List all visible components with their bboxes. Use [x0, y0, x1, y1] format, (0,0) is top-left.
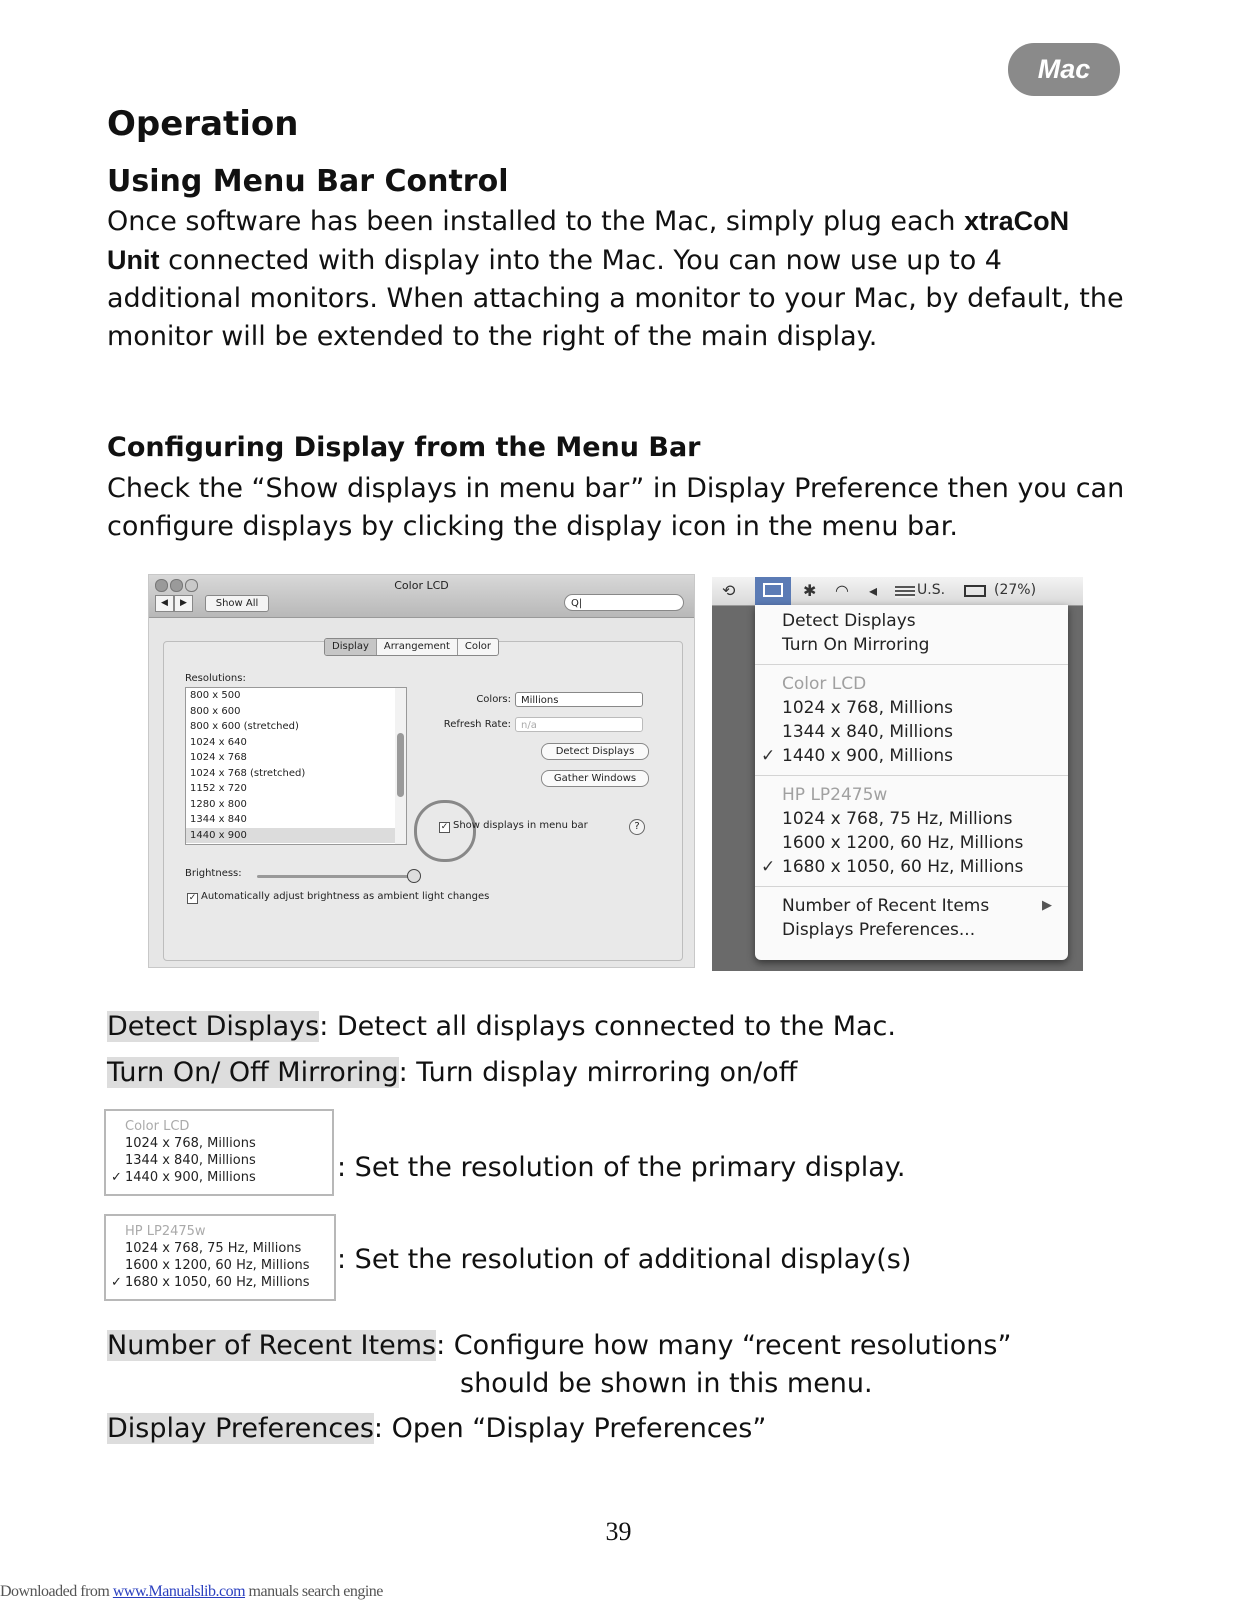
show-all-button[interactable]: Show All	[205, 595, 269, 612]
menu-item-hp-res-1[interactable]: 1024 x 768, 75 Hz, Millions	[782, 809, 1013, 829]
gather-windows-button[interactable]: Gather Windows	[541, 770, 649, 787]
menu-item-lcd-res-1[interactable]: 1024 x 768, Millions	[782, 698, 953, 718]
list-item[interactable]: 1344 x 840	[190, 814, 247, 825]
list-item[interactable]: 800 x 600	[190, 705, 241, 717]
submenu-arrow-icon: ▶	[1042, 898, 1052, 913]
checkmark-icon: ✓	[111, 1275, 122, 1290]
list-item[interactable]: 1024 x 768	[190, 752, 247, 763]
footer: Downloaded from www.Manualslib.com manuals search engine	[0, 1583, 383, 1600]
colors-label: Colors:	[476, 694, 511, 705]
section-title-menu-bar-control: Using Menu Bar Control	[107, 164, 509, 199]
additional-display-snippet: HP LP2475w 1024 x 768, 75 Hz, Millions 1600 x 1200, 60 Hz, Millions ✓ 1680 x 1050, 60 Hz, Millions	[104, 1214, 336, 1301]
brightness-slider-knob[interactable]	[407, 869, 421, 883]
menu-item-detect-displays[interactable]: Detect Displays	[782, 611, 916, 631]
bluetooth-icon[interactable]: ✱	[803, 581, 817, 600]
menu-item-lcd-res-2[interactable]: 1344 x 840, Millions	[782, 722, 953, 742]
section-title-configuring: Configuring Display from the Menu Bar	[107, 432, 701, 463]
term-display-preferences: Display Preferences	[107, 1413, 374, 1444]
auto-brightness-checkbox[interactable]: ✓	[188, 893, 197, 903]
window-title: Color LCD	[394, 579, 449, 592]
desc-additional-display: : Set the resolution of additional display(s)	[337, 1244, 912, 1275]
desc-mirroring: Turn On/ Off Mirroring: Turn display mirroring on/off	[107, 1057, 798, 1088]
desc-recent-items-cont: should be shown in this menu.	[460, 1368, 873, 1399]
auto-brightness-label: Automatically adjust brightness as ambient light changes	[201, 891, 490, 902]
display-preferences-window	[148, 574, 695, 968]
term-recent-items: Number of Recent Items	[107, 1330, 437, 1361]
desc-primary-display: : Set the resolution of the primary display.	[337, 1152, 906, 1183]
page-title: Operation	[107, 104, 299, 144]
time-machine-icon[interactable]: ⟲	[722, 581, 736, 600]
mac-badge: Mac	[1008, 43, 1120, 96]
menu-item-recent-items[interactable]: Number of Recent Items	[782, 896, 990, 916]
flag-icon[interactable]	[895, 586, 915, 598]
menu-separator	[755, 886, 1068, 887]
resolutions-label: Resolutions:	[185, 673, 246, 684]
show-in-menu-bar-label: Show displays in menu bar	[453, 820, 588, 831]
term-mirroring: Turn On/ Off Mirroring	[107, 1057, 399, 1088]
manualslib-link[interactable]: www.Manualslib.com	[112, 1583, 246, 1600]
list-item[interactable]: 800 x 500	[190, 690, 241, 701]
desc-detect-displays: Detect Displays: Detect all displays connected to the Mac.	[107, 1011, 896, 1042]
term-detect-displays: Detect Displays	[107, 1011, 320, 1042]
tab-bar	[324, 638, 499, 656]
list-item[interactable]: 1152 x 720	[190, 783, 247, 794]
list-item[interactable]: 800 x 600 (stretched)	[190, 721, 299, 732]
list-item[interactable]: 1024 x 640	[190, 736, 247, 748]
menu-header-hp: HP LP2475w	[782, 785, 888, 805]
menu-item-hp-res-3[interactable]: 1680 x 1050, 60 Hz, Millions	[782, 857, 1024, 877]
refresh-rate-label: Refresh Rate:	[443, 719, 511, 730]
display-dropdown-menu	[755, 605, 1068, 960]
battery-icon[interactable]	[964, 585, 986, 597]
scrollbar-thumb[interactable]	[397, 733, 404, 797]
checkmark-icon: ✓	[761, 746, 776, 766]
colors-select[interactable]: Millions	[515, 692, 643, 707]
resolutions-list[interactable]	[185, 687, 397, 845]
desc-display-preferences: Display Preferences: Open “Display Preferences”	[107, 1413, 767, 1444]
tab-color[interactable]: Color	[464, 641, 491, 652]
display-icon	[763, 583, 783, 597]
back-arrow-icon[interactable]: ◀	[155, 595, 174, 612]
product-name: xtraCoN Unit	[107, 206, 1070, 275]
input-source-label[interactable]: U.S.	[917, 582, 946, 598]
refresh-rate-select[interactable]: n/a	[515, 717, 643, 732]
list-item[interactable]: 1024 x 768 (stretched)	[190, 767, 306, 779]
volume-icon[interactable]: ◂	[869, 581, 878, 600]
brightness-slider[interactable]	[257, 875, 412, 878]
list-item[interactable]: 1280 x 800	[190, 798, 247, 810]
page-number: 39	[605, 1517, 632, 1546]
primary-display-snippet: Color LCD 1024 x 768, Millions 1344 x 840, Millions ✓ 1440 x 900, Millions	[104, 1109, 334, 1196]
show-in-menu-bar-checkbox[interactable]: ✓	[440, 822, 449, 832]
forward-arrow-icon[interactable]: ▶	[174, 595, 193, 612]
brightness-label: Brightness:	[185, 868, 242, 879]
menu-item-display-preferences[interactable]: Displays Preferences...	[782, 920, 976, 940]
detect-displays-button[interactable]: Detect Displays	[541, 743, 649, 760]
menu-item-hp-res-2[interactable]: 1600 x 1200, 60 Hz, Millions	[782, 833, 1024, 853]
desc-recent-items: Number of Recent Items: Configure how many “recent resolutions”	[107, 1330, 1012, 1361]
intro-paragraph: Once software has been installed to the Mac, simply plug each xtraCoN Unit connected with display into the Mac. You can now use up to 4 additional monitors. When attaching a monitor to your Mac, by default, the monitor will be extended to the right of the main display.	[107, 206, 1124, 352]
menu-item-turn-on-mirroring[interactable]: Turn On Mirroring	[782, 635, 930, 655]
search-input[interactable]: Q|	[564, 594, 684, 611]
menu-separator	[755, 664, 1068, 665]
menu-separator	[755, 775, 1068, 776]
tab-display[interactable]: Display	[325, 639, 377, 655]
wifi-icon[interactable]: ◠	[835, 581, 849, 600]
help-icon[interactable]: ?	[629, 819, 645, 835]
menu-header-color-lcd: Color LCD	[782, 674, 867, 694]
tab-arrangement[interactable]: Arrangement	[377, 639, 458, 655]
checkmark-icon: ✓	[111, 1170, 122, 1185]
battery-percent: (27%)	[994, 582, 1037, 598]
menu-item-lcd-res-3[interactable]: 1440 x 900, Millions	[782, 746, 953, 766]
configuring-paragraph: Check the “Show displays in menu bar” in Display Preference then you can configure displays by clicking the display icon in the menu bar.	[107, 473, 1125, 542]
list-item-selected[interactable]: 1440 x 900	[186, 828, 396, 844]
checkmark-icon: ✓	[761, 857, 776, 877]
menubar-screenshot	[712, 577, 1083, 971]
